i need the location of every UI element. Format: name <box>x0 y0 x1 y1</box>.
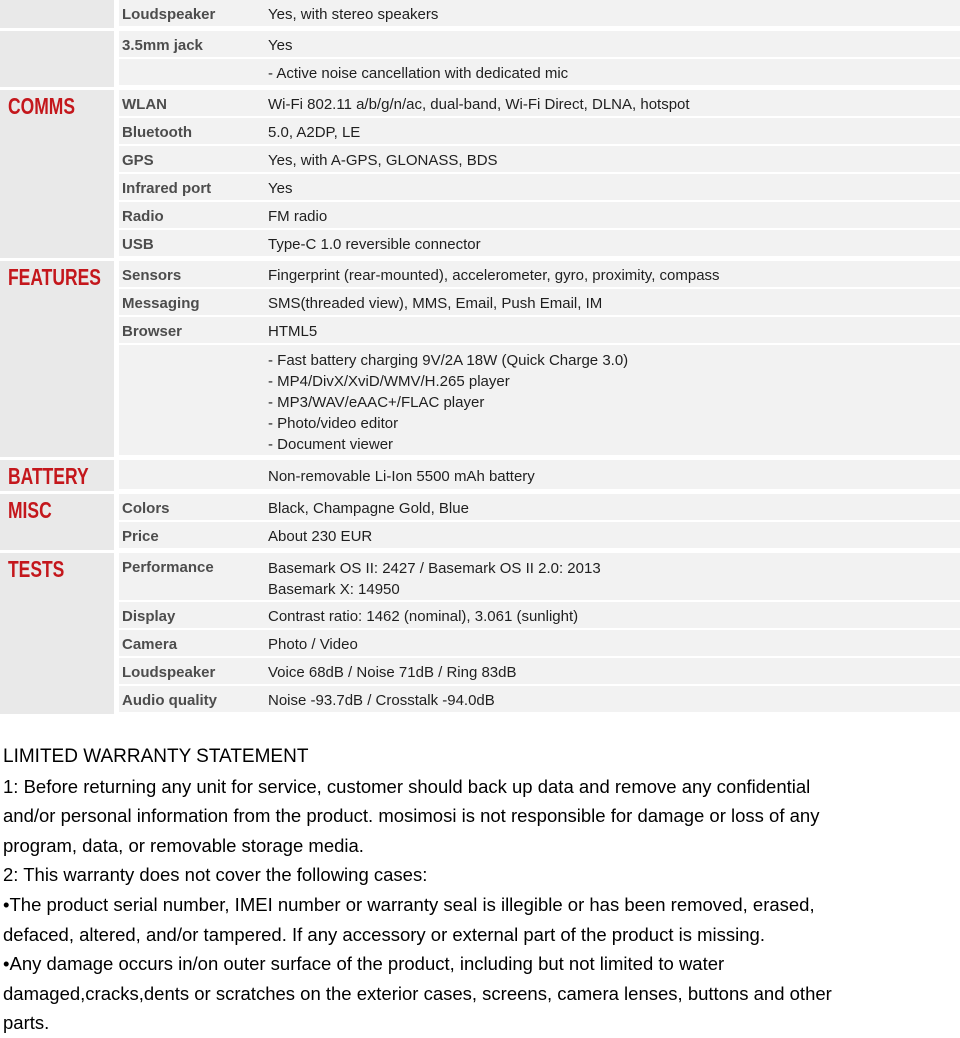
spec-label: USB <box>122 236 154 253</box>
spec-row <box>119 59 960 87</box>
spec-value-line: - Photo/video editor <box>268 415 399 432</box>
spec-value: Yes, with A-GPS, GLONASS, BDS <box>268 152 498 169</box>
section-rows <box>119 0 960 28</box>
spec-value: Type-C 1.0 reversible connector <box>268 236 481 253</box>
spec-label <box>119 59 268 85</box>
spec-label: Loudspeaker <box>122 664 216 681</box>
spec-row <box>119 261 960 289</box>
spec-label: 3.5mm jack <box>122 37 203 54</box>
warranty-line: defaced, altered, and/or tampered. If any accessory or external part of the product is missing. <box>3 923 765 945</box>
spec-value: Noise -93.7dB / Crosstalk -94.0dB <box>268 692 495 709</box>
spec-label: GPS <box>122 152 154 169</box>
warranty-lines <box>3 772 960 1038</box>
spec-label: Audio quality <box>122 692 217 709</box>
spec-row <box>119 494 960 522</box>
section-category-label: COMMS <box>8 93 76 119</box>
spec-value <box>268 345 960 455</box>
spec-row <box>119 230 960 258</box>
section-category <box>0 90 114 258</box>
spec-label: Sensors <box>122 267 182 284</box>
spec-label: Browser <box>122 323 183 340</box>
warranty-line: 2: This warranty does not cover the following cases: <box>3 864 428 886</box>
spec-section <box>0 494 960 550</box>
spec-label <box>119 345 268 455</box>
spec-value: SMS(threaded view), MMS, Email, Push Email, IM <box>268 295 603 312</box>
spec-section <box>0 0 960 28</box>
spec-row <box>119 686 960 714</box>
warranty <box>0 742 960 1038</box>
section-rows <box>119 31 960 87</box>
section-rows <box>119 553 960 714</box>
spec-value: Non-removable Li-Ion 5500 mAh battery <box>268 468 535 485</box>
spec-value-line: Basemark OS II: 2427 / Basemark OS II 2.0: 2013 <box>268 560 601 577</box>
warranty-title: LIMITED WARRANTY STATEMENT <box>3 746 309 767</box>
section-category-label: BATTERY <box>8 463 89 489</box>
spec-value: Yes <box>268 37 293 54</box>
warranty-line: 1: Before returning any unit for service, customer should back up data and remove any confidential <box>3 775 811 797</box>
spec-row <box>119 522 960 550</box>
spec-value: Yes <box>268 180 293 197</box>
spec-row <box>119 630 960 658</box>
spec-value-line: Basemark X: 14950 <box>268 581 400 598</box>
spec-label: Bluetooth <box>122 124 192 141</box>
spec-label: Radio <box>122 208 164 225</box>
spec-section <box>0 90 960 258</box>
spec-value: Photo / Video <box>268 636 358 653</box>
spec-row <box>119 602 960 630</box>
spec-value: HTML5 <box>268 323 318 340</box>
spec-row <box>119 289 960 317</box>
spec-row <box>119 460 960 491</box>
spec-section <box>0 261 960 457</box>
section-category-label: TESTS <box>8 556 65 582</box>
section-category-label: FEATURES <box>8 264 101 290</box>
spec-value: Fingerprint (rear-mounted), accelerometer, gyro, proximity, compass <box>268 267 720 284</box>
spec-label: Messaging <box>122 295 200 312</box>
section-rows <box>119 261 960 457</box>
spec-row <box>119 345 960 457</box>
spec-row <box>119 553 960 602</box>
section-category <box>0 0 114 28</box>
spec-value: About 230 EUR <box>268 528 373 545</box>
spec-row <box>119 31 960 59</box>
spec-value: Voice 68dB / Noise 71dB / Ring 83dB <box>268 664 517 681</box>
spec-label: Infrared port <box>122 180 212 197</box>
warranty-line: parts. <box>3 1012 50 1034</box>
spec-label: Price <box>122 528 159 545</box>
warranty-line: program, data, or removable storage media. <box>3 834 364 856</box>
spec-label: WLAN <box>122 96 167 113</box>
spec-row <box>119 118 960 146</box>
spec-label: Colors <box>122 500 170 517</box>
spec-value: FM radio <box>268 208 328 225</box>
warranty-line: and/or personal information from the product. mosimosi is not responsible for damage or loss of any <box>3 805 820 827</box>
section-category <box>0 31 114 87</box>
spec-row <box>119 174 960 202</box>
spec-row <box>119 146 960 174</box>
spec-value: - Active noise cancellation with dedicated mic <box>268 65 569 82</box>
spec-value: Black, Champagne Gold, Blue <box>268 500 469 517</box>
section-rows <box>119 460 960 491</box>
section-category <box>0 261 114 457</box>
spec-row <box>119 202 960 230</box>
spec-value: Contrast ratio: 1462 (nominal), 3.061 (sunlight) <box>268 608 579 625</box>
spec-section <box>0 460 960 491</box>
section-rows <box>119 494 960 550</box>
spec-row <box>119 0 960 28</box>
section-category <box>0 460 114 491</box>
spec-row <box>119 317 960 345</box>
spec-value <box>268 553 960 600</box>
spec-value-line: - Fast battery charging 9V/2A 18W (Quick Charge 3.0) <box>268 352 629 369</box>
spec-row <box>119 90 960 118</box>
warranty-line: •Any damage occurs in/on outer surface of the product, including but not limited to water <box>3 953 725 975</box>
spec-section <box>0 553 960 714</box>
warranty-line: •The product serial number, IMEI number or warranty seal is illegible or has been removed, erased, <box>3 893 815 915</box>
spec-value: 5.0, A2DP, LE <box>268 124 361 141</box>
spec-value: Yes, with stereo speakers <box>268 6 439 23</box>
spec-row <box>119 658 960 686</box>
spec-value-line: - Document viewer <box>268 436 394 453</box>
section-category <box>0 553 114 714</box>
spec-label: Loudspeaker <box>122 6 216 23</box>
spec-value-line: - MP4/DivX/XviD/WMV/H.265 player <box>268 373 510 390</box>
spec-label: Display <box>122 608 176 625</box>
section-category-label: MISC <box>8 497 52 523</box>
section-category <box>0 494 114 550</box>
spec-value-line: - MP3/WAV/eAAC+/FLAC player <box>268 394 485 411</box>
spec-value: Wi-Fi 802.11 a/b/g/n/ac, dual-band, Wi-Fi Direct, DLNA, hotspot <box>268 96 690 113</box>
section-rows <box>119 90 960 258</box>
spec-label: Camera <box>122 636 178 653</box>
spec-section <box>0 31 960 87</box>
spec-label: Performance <box>122 559 214 576</box>
spec-label <box>119 460 268 489</box>
warranty-line: damaged,cracks,dents or scratches on the exterior cases, screens, camera lenses, buttons and other <box>3 982 832 1004</box>
